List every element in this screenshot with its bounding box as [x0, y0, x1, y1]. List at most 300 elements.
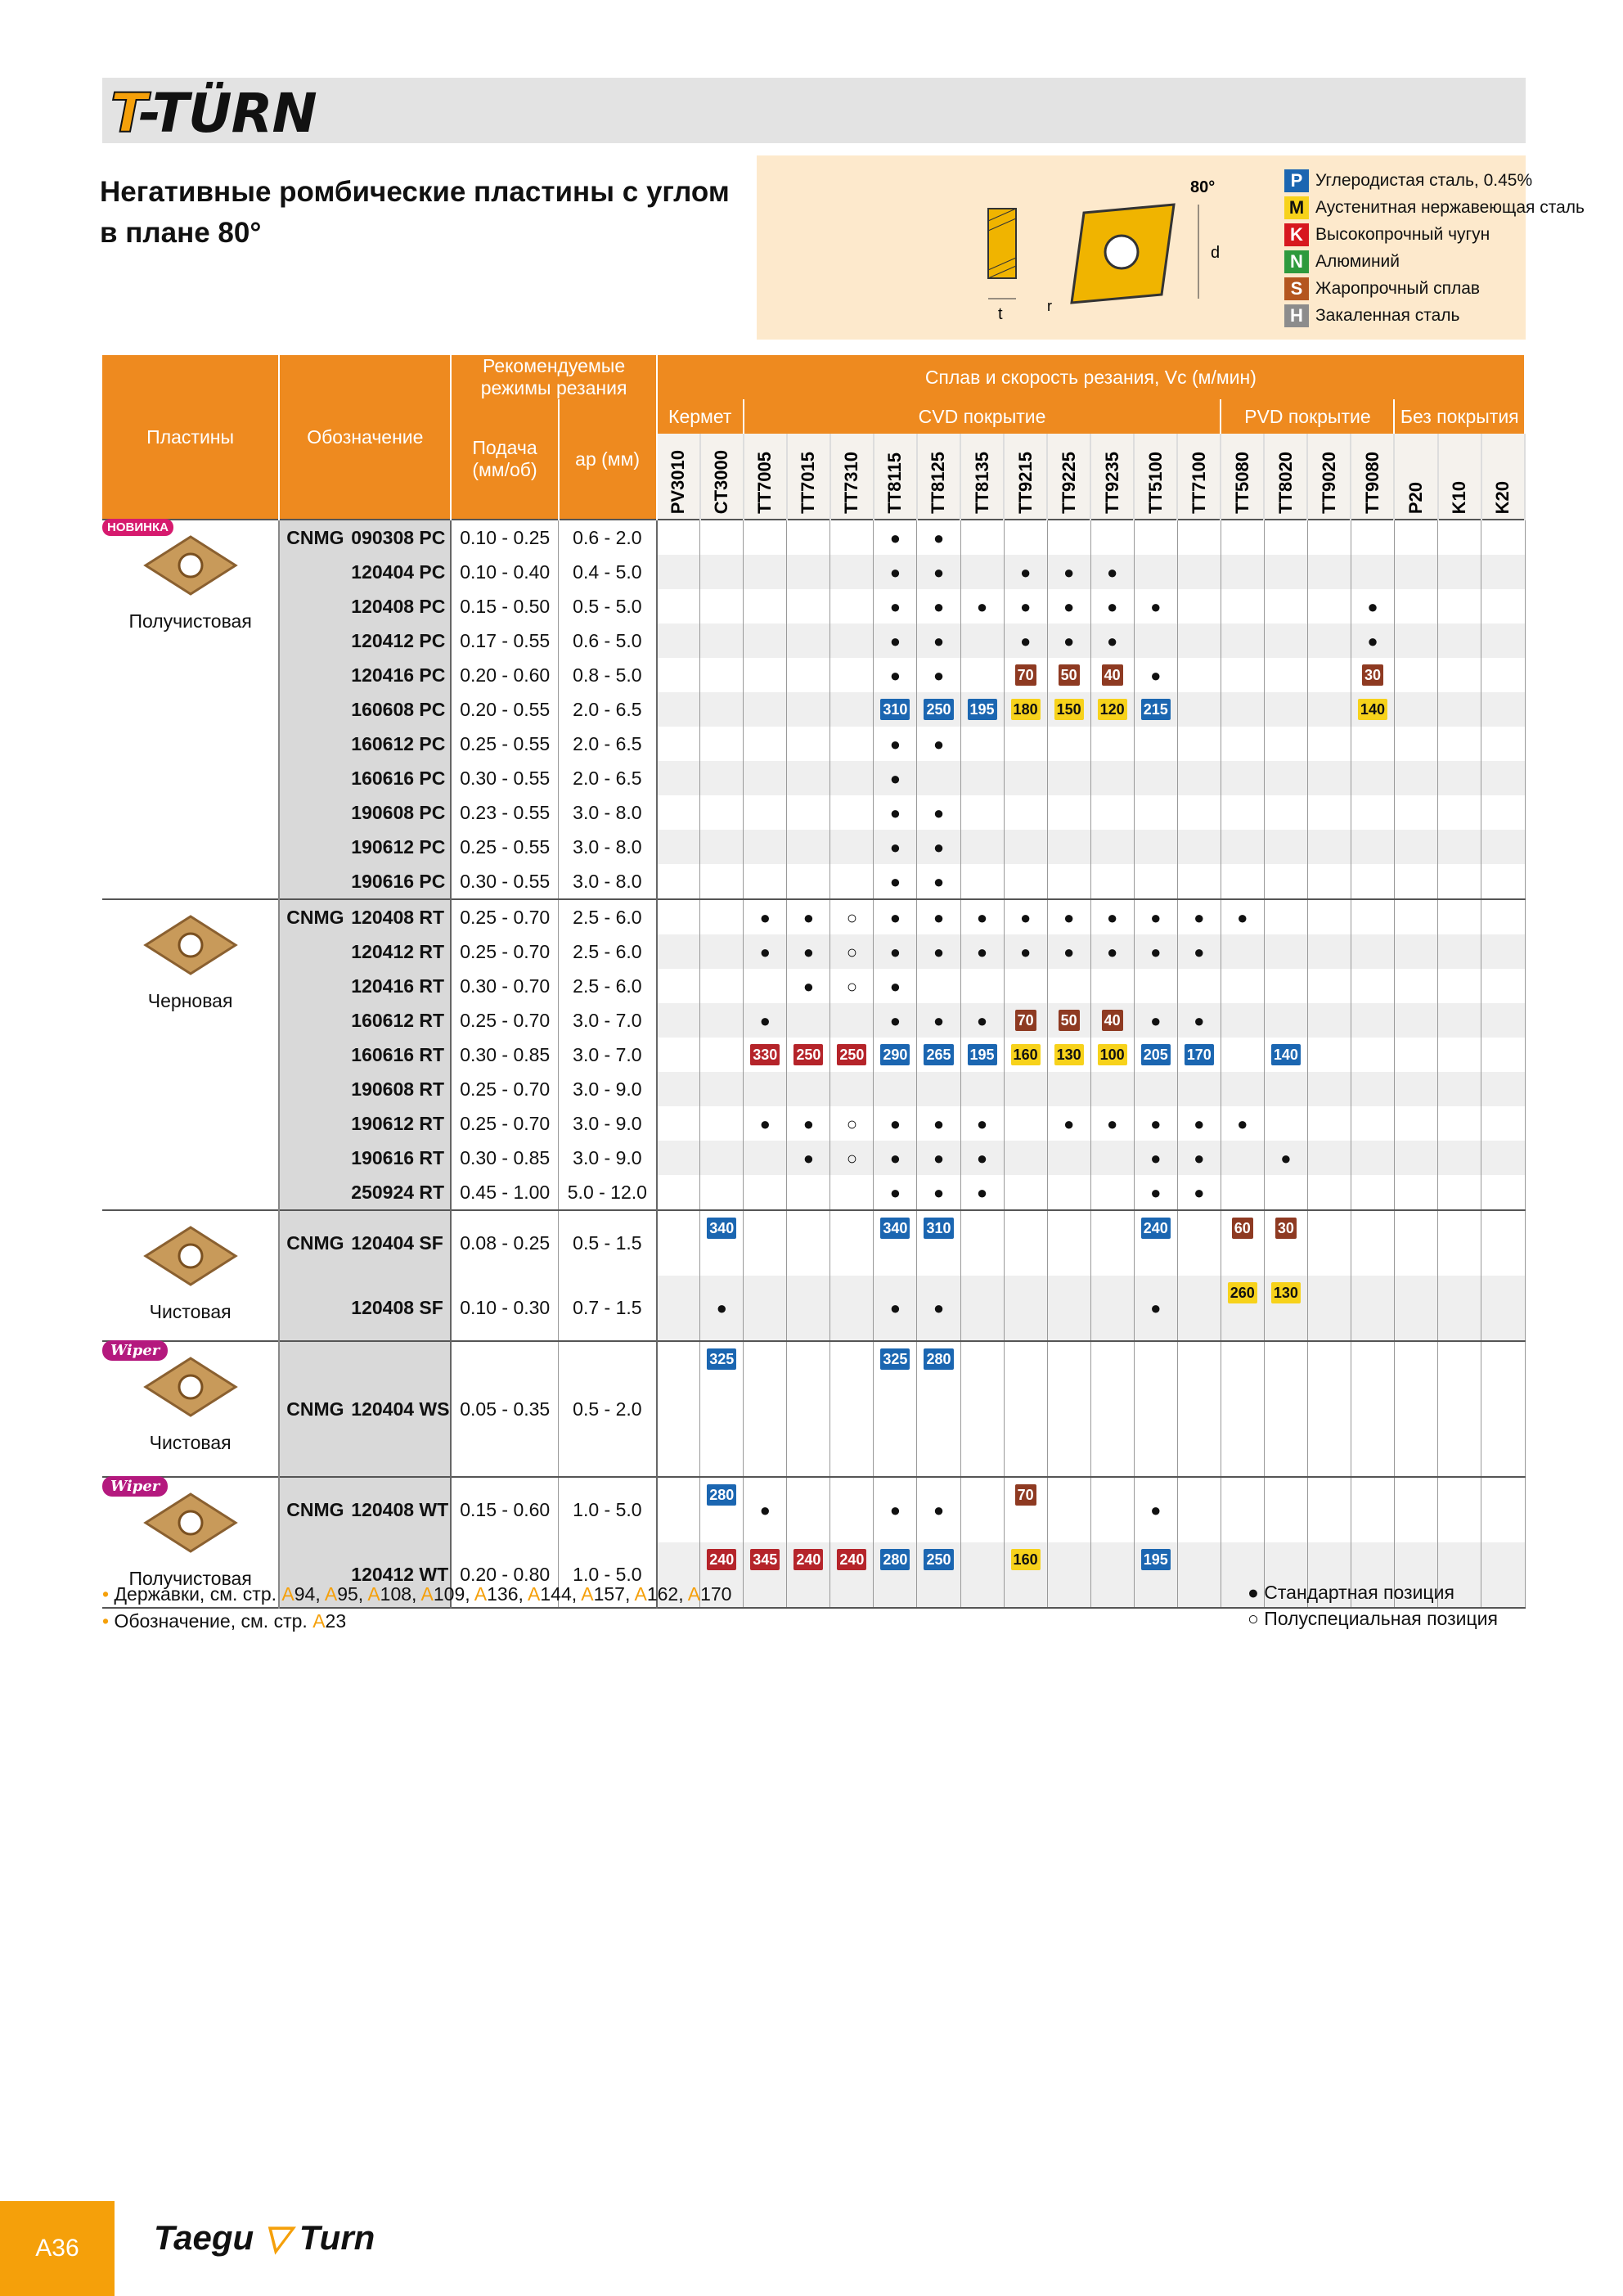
grade-cell [787, 658, 830, 692]
code-prefix [279, 934, 351, 969]
grade-cell [1134, 692, 1177, 727]
grade-cell [657, 969, 700, 1003]
grade-cell [1047, 864, 1090, 899]
grade-cell [1134, 1106, 1177, 1141]
grade-cell [1264, 795, 1307, 830]
standard-dot: ● [976, 941, 988, 962]
grade-cell [657, 589, 700, 624]
grade-cell [744, 1175, 787, 1210]
code-prefix [279, 555, 351, 589]
grade-cell [700, 692, 744, 727]
grade-cell [1438, 727, 1481, 761]
grade-cell [657, 1072, 700, 1106]
grade-cell [874, 1003, 917, 1038]
standard-dot: ● [933, 1500, 945, 1520]
standard-dot: ● [1194, 1182, 1205, 1203]
grade-cell [700, 830, 744, 864]
standard-dot: ● [1019, 596, 1032, 617]
grade-cell [1177, 899, 1221, 934]
standard-dot: ● [759, 941, 771, 962]
table-row [102, 520, 1525, 555]
grade-cell [744, 1477, 787, 1542]
code-value: 190612 RT [351, 1106, 451, 1141]
grade-cell [1004, 934, 1047, 969]
grade-cell [874, 1106, 917, 1141]
grade-cell [830, 1276, 874, 1341]
speed-badge: 250 [837, 1044, 866, 1065]
grade-cell [657, 658, 700, 692]
grade-cell [744, 795, 787, 830]
grade-label: TT8135 [971, 452, 992, 514]
grade-header [917, 434, 960, 520]
grade-cell [830, 1341, 874, 1477]
code-prefix [279, 1072, 351, 1106]
grade-cell [1394, 1477, 1437, 1542]
grade-cell [1307, 1003, 1351, 1038]
table-row [102, 761, 1525, 795]
grade-cell [960, 555, 1004, 589]
standard-dot: ● [889, 941, 901, 962]
grade-cell [960, 1038, 1004, 1072]
grade-cell [874, 1341, 917, 1477]
feed-value: 0.08 - 0.25 [451, 1210, 558, 1276]
grade-cell [1221, 589, 1264, 624]
code-prefix [279, 830, 351, 864]
grade-cell [960, 1141, 1004, 1175]
grade-cell [1307, 1106, 1351, 1141]
grade-cell [1438, 1141, 1481, 1175]
grade-cell [1351, 589, 1394, 624]
table-row [102, 555, 1525, 589]
grade-label: TT5100 [1144, 452, 1166, 514]
speed-badge: 50 [1059, 664, 1080, 686]
grade-cell [1004, 520, 1047, 555]
standard-dot: ● [933, 630, 945, 651]
grade-cell [1047, 589, 1090, 624]
grade-cell [1177, 969, 1221, 1003]
code-value: 160616 PC [351, 761, 451, 795]
grade-cell [917, 727, 960, 761]
feed-value: 0.10 - 0.40 [451, 555, 558, 589]
grade-cell [1004, 1542, 1047, 1608]
grade-cell [1351, 1477, 1394, 1542]
grade-cell [1221, 520, 1264, 555]
grade-cell [830, 555, 874, 589]
grade-cell [1047, 727, 1090, 761]
grade-cell [1307, 589, 1351, 624]
grade-cell [830, 589, 874, 624]
grade-cell [1177, 1038, 1221, 1072]
code-value: 160612 RT [351, 1003, 451, 1038]
grade-cell [1394, 1106, 1437, 1141]
grade-cell [1481, 1477, 1525, 1542]
grade-cell [787, 1141, 830, 1175]
ap-value: 0.5 - 5.0 [559, 589, 657, 624]
speed-badge: 120 [1098, 699, 1127, 720]
grade-cell [744, 1542, 787, 1608]
grade-cell [1307, 555, 1351, 589]
standard-dot: ● [1107, 596, 1118, 617]
grade-cell [917, 1072, 960, 1106]
grade-cell [1177, 1106, 1221, 1141]
grade-cell [1004, 899, 1047, 934]
grade-cell [700, 1038, 744, 1072]
grade-cell [1481, 1106, 1525, 1141]
material-label: Аустенитная нержавеющая сталь [1315, 197, 1585, 217]
grade-cell [1307, 520, 1351, 555]
standard-dot: ● [933, 802, 945, 823]
grade-cell [960, 830, 1004, 864]
grade-cell [1004, 761, 1047, 795]
grade-cell [1307, 1038, 1351, 1072]
ap-value: 3.0 - 9.0 [559, 1141, 657, 1175]
standard-dot: ● [976, 1010, 988, 1031]
grade-label: TT7310 [841, 452, 862, 514]
grade-cell [1090, 692, 1134, 727]
grade-cell [657, 1276, 700, 1341]
group-cvd: CVD покрытие [744, 399, 1221, 434]
grade-cell [1221, 1072, 1264, 1106]
grade-cell [1264, 727, 1307, 761]
grade-cell [960, 692, 1004, 727]
standard-dot: ● [1237, 1113, 1248, 1134]
grade-cell [830, 727, 874, 761]
grade-cell [1481, 1038, 1525, 1072]
grade-cell [1307, 658, 1351, 692]
grade-cell [1221, 1276, 1264, 1341]
standard-dot: ● [1019, 907, 1032, 928]
grade-cell [874, 589, 917, 624]
grade-cell [744, 520, 787, 555]
material-label: Углеродистая сталь, 0.45% [1315, 170, 1533, 190]
grade-label: TT7005 [754, 452, 776, 514]
grade-cell [1394, 1175, 1437, 1210]
grade-cell [917, 1106, 960, 1141]
code-value: 120412 RT [351, 934, 451, 969]
standard-dot: ● [759, 1113, 771, 1134]
grade-cell [1090, 727, 1134, 761]
grade-cell [1090, 1038, 1134, 1072]
grade-cell [787, 969, 830, 1003]
grade-cell [1394, 934, 1437, 969]
grade-cell [874, 899, 917, 934]
speed-badge: 280 [924, 1348, 953, 1370]
grade-cell [787, 1276, 830, 1341]
grade-cell [1047, 1210, 1090, 1276]
grade-cell [1351, 1341, 1394, 1477]
standard-dot: ● [933, 1010, 945, 1031]
grade-cell [960, 761, 1004, 795]
grade-cell [1351, 1276, 1394, 1341]
grade-label: PV3010 [668, 449, 689, 514]
material-legend [1284, 167, 1585, 329]
code-prefix [279, 969, 351, 1003]
grade-cell [1090, 1276, 1134, 1341]
angle-label: 80° [1190, 178, 1216, 196]
material-label: Высокопрочный чугун [1315, 224, 1490, 244]
standard-dot: ● [1150, 1113, 1162, 1134]
grade-cell [960, 864, 1004, 899]
grade-cell [744, 1210, 787, 1276]
grade-cell [830, 1542, 874, 1608]
standard-dot: ● [1150, 664, 1162, 686]
section-cell [102, 520, 279, 899]
grade-header [1481, 434, 1525, 520]
grade-cell [874, 624, 917, 658]
grade-cell [960, 934, 1004, 969]
grade-cell [1177, 624, 1221, 658]
svg-text:r: r [1047, 298, 1052, 314]
speed-badge: 330 [750, 1044, 780, 1065]
grade-cell [917, 1038, 960, 1072]
code-value: 120408 PC [351, 589, 451, 624]
grade-cell [787, 830, 830, 864]
table-row [102, 1003, 1525, 1038]
grade-cell [657, 1003, 700, 1038]
grade-cell [874, 1072, 917, 1106]
grade-cell [1394, 555, 1437, 589]
speed-badge: 130 [1271, 1282, 1301, 1303]
grade-cell [1264, 1106, 1307, 1141]
code-value: 190612 PC [351, 830, 451, 864]
grade-cell [874, 1210, 917, 1276]
grade-cell [1177, 1542, 1221, 1608]
grade-cell [917, 1542, 960, 1608]
grade-cell [1090, 1141, 1134, 1175]
standard-dot: ● [889, 975, 901, 997]
grade-header [1134, 434, 1177, 520]
section-label: Чистовая [149, 1432, 232, 1453]
grade-cell [960, 1210, 1004, 1276]
feed-value: 0.10 - 0.30 [451, 1276, 558, 1341]
standard-dot: ● [1194, 907, 1205, 928]
table-row [102, 727, 1525, 761]
grade-cell [1307, 1210, 1351, 1276]
grade-cell [1177, 658, 1221, 692]
grade-cell [1221, 692, 1264, 727]
grade-cell [744, 969, 787, 1003]
grade-cell [1351, 934, 1394, 969]
grade-cell [744, 1072, 787, 1106]
grade-cell [1047, 658, 1090, 692]
standard-dot: ● [1194, 941, 1205, 962]
grade-cell [744, 658, 787, 692]
speed-badge: 195 [968, 699, 997, 720]
grade-cell [1090, 830, 1134, 864]
standard-dot: ● [889, 733, 901, 754]
grade-cell [1090, 1003, 1134, 1038]
speed-badge: 205 [1141, 1044, 1171, 1065]
grade-cell [1004, 1106, 1047, 1141]
col-plates: Пластины [102, 355, 279, 520]
grade-cell [1481, 1141, 1525, 1175]
grade-cell [1047, 1003, 1090, 1038]
grade-cell [1004, 692, 1047, 727]
grade-cell [1438, 969, 1481, 1003]
code-prefix [279, 795, 351, 830]
grade-label: TT9225 [1058, 452, 1079, 514]
grade-label: CT3000 [711, 449, 732, 514]
grade-cell [917, 795, 960, 830]
grade-cell [657, 1341, 700, 1477]
grade-cell [1090, 658, 1134, 692]
grade-cell [1394, 1141, 1437, 1175]
code-prefix: CNMG [279, 899, 351, 934]
grade-cell [830, 761, 874, 795]
grade-cell [1438, 624, 1481, 658]
standard-dot: ● [1063, 1113, 1075, 1134]
grade-cell [1264, 1175, 1307, 1210]
ap-value: 0.6 - 5.0 [559, 624, 657, 658]
grade-cell [1090, 1477, 1134, 1542]
grade-cell [1134, 1003, 1177, 1038]
grade-cell [1047, 520, 1090, 555]
grade-cell [1004, 1003, 1047, 1038]
grade-header [1264, 434, 1307, 520]
grade-cell [1481, 520, 1525, 555]
material-label: Закаленная сталь [1315, 305, 1460, 325]
grade-cell [700, 969, 744, 1003]
speed-badge: 310 [924, 1218, 953, 1239]
table-row [102, 899, 1525, 934]
grade-cell [1438, 589, 1481, 624]
grade-cell [1004, 1175, 1047, 1210]
section-cell [102, 1210, 279, 1341]
grade-cell [1307, 934, 1351, 969]
grade-cell [1047, 1072, 1090, 1106]
grade-cell [1264, 555, 1307, 589]
grade-cell [917, 1175, 960, 1210]
code-value: 120404 PC [351, 555, 451, 589]
grade-cell [1090, 761, 1134, 795]
speed-badge: 160 [1011, 1044, 1041, 1065]
grade-cell [657, 1141, 700, 1175]
ap-value: 1.0 - 5.0 [559, 1542, 657, 1608]
speed-badge: 70 [1015, 1010, 1036, 1031]
grade-cell [1351, 658, 1394, 692]
grade-cell [830, 1106, 874, 1141]
grade-header [1004, 434, 1047, 520]
grade-cell [787, 934, 830, 969]
grade-cell [1090, 1542, 1134, 1608]
col-designation: Обозначение [279, 355, 451, 520]
code-value: 190616 PC [351, 864, 451, 899]
grade-cell [830, 1210, 874, 1276]
grade-cell [1394, 1341, 1437, 1477]
grade-cell [744, 934, 787, 969]
grade-cell [960, 1175, 1004, 1210]
section-cell [102, 1341, 279, 1477]
code-prefix: CNMG [279, 520, 351, 555]
standard-dot: ● [933, 596, 945, 617]
grade-cell [1047, 1276, 1090, 1341]
standard-dot: ● [1194, 1010, 1205, 1031]
standard-dot: ● [933, 1147, 945, 1168]
grade-cell [1047, 1038, 1090, 1072]
grade-cell [1134, 1175, 1177, 1210]
speed-badge: 260 [1228, 1282, 1257, 1303]
grade-label: P20 [1405, 481, 1426, 514]
grade-cell [1394, 1072, 1437, 1106]
grade-cell [1221, 624, 1264, 658]
grade-cell [1221, 555, 1264, 589]
grade-cell [1264, 1072, 1307, 1106]
material-key: N [1284, 250, 1309, 273]
grade-cell [787, 727, 830, 761]
col-ap: ap (мм) [559, 399, 657, 520]
grade-cell [1264, 1276, 1307, 1341]
code-value: 190608 PC [351, 795, 451, 830]
grade-cell [787, 1003, 830, 1038]
standard-dot: ● [1150, 907, 1162, 928]
speed-badge: 150 [1054, 699, 1084, 720]
grade-cell [874, 555, 917, 589]
material-key: M [1284, 196, 1309, 219]
grade-cell [1090, 1175, 1134, 1210]
speed-badge: 50 [1059, 1010, 1080, 1031]
grade-cell [700, 658, 744, 692]
grade-cell [1047, 555, 1090, 589]
grade-cell [700, 864, 744, 899]
grade-cell [1177, 1141, 1221, 1175]
grade-cell [917, 830, 960, 864]
grade-cell [1047, 692, 1090, 727]
ap-value: 3.0 - 8.0 [559, 830, 657, 864]
group-uncoated: Без покрытия [1394, 399, 1525, 434]
grade-cell [830, 969, 874, 1003]
grade-cell [1221, 658, 1264, 692]
grade-cell [1307, 830, 1351, 864]
feed-value: 0.25 - 0.70 [451, 1072, 558, 1106]
standard-dot: ● [759, 907, 771, 928]
col-feed: Подача (мм/об) [451, 399, 558, 520]
grade-cell [1004, 589, 1047, 624]
grade-cell [1047, 1175, 1090, 1210]
grade-cell [1351, 795, 1394, 830]
grade-cell [830, 1477, 874, 1542]
standard-dot: ● [1194, 1147, 1205, 1168]
code-value: 160608 PC [351, 692, 451, 727]
grade-cell [960, 1542, 1004, 1608]
insert-table [102, 355, 1526, 1610]
speed-badge: 195 [1141, 1549, 1171, 1570]
material-key: K [1284, 223, 1309, 246]
standard-dot: ● [933, 1298, 945, 1318]
grade-cell [1264, 520, 1307, 555]
grade-cell [1394, 899, 1437, 934]
grade-cell [960, 520, 1004, 555]
grade-cell [874, 864, 917, 899]
grade-cell [1090, 1210, 1134, 1276]
page-number: A36 [0, 2201, 115, 2296]
ap-value: 2.0 - 6.5 [559, 727, 657, 761]
standard-dot: ● [759, 1010, 771, 1031]
grade-cell [1307, 1341, 1351, 1477]
grade-cell [744, 589, 787, 624]
speed-badge: 345 [750, 1549, 780, 1570]
grade-cell [874, 1276, 917, 1341]
standard-dot: ● [889, 1500, 901, 1520]
standard-dot: ● [1280, 1147, 1292, 1168]
standard-dot: ● [803, 941, 814, 962]
legend-item [1284, 248, 1585, 275]
code-value: 120412 PC [351, 624, 451, 658]
legend-item [1284, 167, 1585, 194]
grade-cell [1307, 1175, 1351, 1210]
grade-cell [1090, 864, 1134, 899]
feed-value: 0.25 - 0.70 [451, 1106, 558, 1141]
material-key: H [1284, 304, 1309, 327]
